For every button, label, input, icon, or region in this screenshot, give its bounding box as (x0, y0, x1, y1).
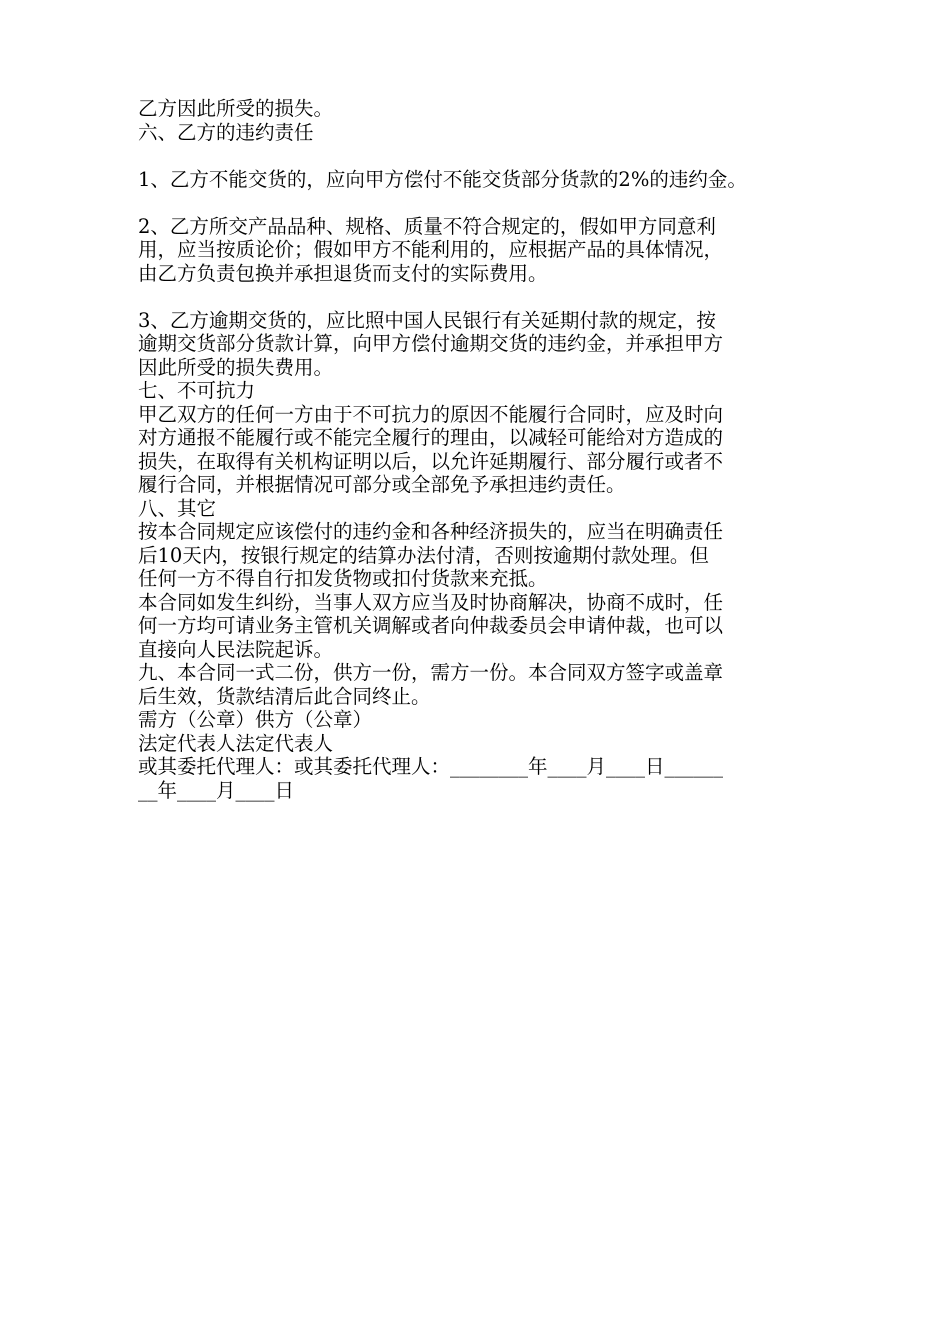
text-line: 2、乙方所交产品品种、规格、质量不符合规定的，假如甲方同意利 (138, 214, 716, 238)
signature-party-line: 需方（公章）供方（公章） (138, 708, 373, 731)
text-line: 逾期交货部分货款计算，向甲方偿付逾期交货的违约金，并承担甲方 (138, 332, 724, 355)
text-line: 用，应当按质论价；假如甲方不能利用的，应根据产品的具体情况， (138, 238, 724, 261)
section-heading: 六、乙方的违约责任 (138, 120, 314, 144)
section-heading: 九、本合同一式二份，供方一份，需方一份。本合同双方签字或盖章 (138, 661, 724, 684)
text-line: 按本合同规定应该偿付的违约金和各种经济损失的，应当在明确责任 (138, 520, 724, 543)
text-line: 对方通报不能履行或不能完全履行的理由，以减轻可能给对方造成的 (138, 426, 724, 449)
document-page (138, 97, 818, 802)
text-line: 任何一方不得自行扣发货物或扣付货款来充抵。 (138, 567, 548, 590)
text-line: 3、乙方逾期交货的，应比照中国人民银行有关延期付款的规定，按 (138, 308, 716, 332)
section-heading: 七、不可抗力 (138, 379, 256, 402)
text-line: 1、乙方不能交货的，应向甲方偿付不能交货部分货款的2%的违约金。 (138, 167, 747, 191)
text-line: 因此所受的损失费用。 (138, 355, 334, 379)
text-line: 履行合同，并根据情况可部分或全部免予承担违约责任。 (138, 473, 626, 496)
blank-line (138, 144, 818, 168)
signature-date-line-continued: __年____月____日 (138, 778, 295, 802)
signature-representative-line: 法定代表人法定代表人 (138, 731, 334, 755)
text-line: 直接向人民法院起诉。 (138, 637, 334, 661)
section-heading: 八、其它 (138, 496, 217, 520)
text-line: 由乙方负责包换并承担退货而支付的实际费用。 (138, 261, 548, 285)
text-line: 后10天内，按银行规定的结算办法付清，否则按逾期付款处理。但 (138, 543, 709, 567)
text-line: 本合同如发生纠纷，当事人双方应当及时协商解决，协商不成时，任 (138, 590, 724, 614)
text-line: 何一方均可请业务主管机关调解或者向仲裁委员会申请仲裁，也可以 (138, 614, 724, 637)
text-line: 后生效，货款结清后此合同终止。 (138, 684, 431, 708)
text-line: 乙方因此所受的损失。 (138, 97, 334, 120)
text-line: 损失，在取得有关机构证明以后，以允许延期履行、部分履行或者不 (138, 449, 724, 473)
signature-date-line: 或其委托代理人：或其委托代理人：________年____月____日______ (138, 755, 724, 778)
blank-line (138, 191, 818, 215)
text-line: 甲乙双方的任何一方由于不可抗力的原因不能履行合同时，应及时向 (138, 402, 724, 426)
blank-line (138, 285, 818, 309)
